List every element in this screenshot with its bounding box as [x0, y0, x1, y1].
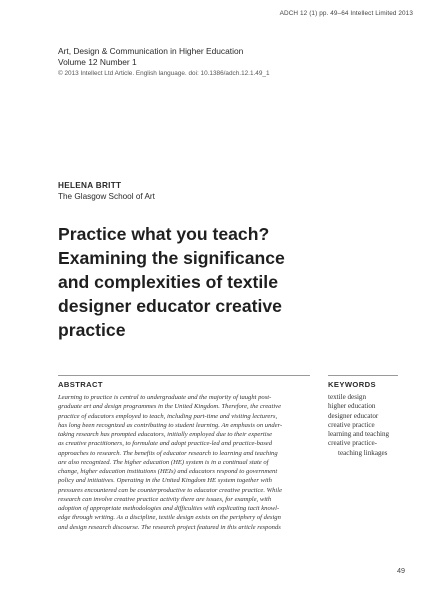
abstract-line: policy and initiatives. Operating in the United Kingdom HE system together with [58, 477, 272, 485]
title-line: practice [58, 320, 126, 340]
author-affiliation: The Glasgow School of Art [58, 192, 155, 201]
author-name: HELENA BRITT [58, 181, 122, 190]
abstract-line: graduate art and design programmes in the United Kingdom. Therefore, the creative [58, 403, 281, 411]
journal-name: Art, Design & Communication in Higher Education [58, 46, 244, 56]
keyword-item: creative practice [328, 420, 375, 429]
title-line: designer educator creative [58, 296, 282, 316]
abstract-line: adoption of appropriate methodologies and difficulties with explicating tacit knowl- [58, 505, 280, 512]
abstract-line: edge through writing. As a discipline, textile design exists on the periphery of design [58, 514, 281, 522]
abstract-line: pressures encountered can be counterproductive to educator creative practice. While [58, 486, 282, 494]
journal-copyright: © 2013 Intellect Ltd Article. English language. doi: 10.1386/adch.12.1.49_1 [58, 70, 270, 77]
abstract-divider [58, 375, 310, 376]
keywords-divider [328, 375, 398, 376]
abstract-line: are also recognized. The higher education (HE) system is in a continual state of [58, 458, 269, 466]
abstract-line: and design research discourse. The research project featured in this article responds [58, 523, 281, 531]
keyword-item: textile design [328, 393, 367, 401]
title-line: Examining the significance [58, 248, 285, 268]
journal-volume: Volume 12 Number 1 [58, 57, 137, 67]
keyword-item: learning and teaching [328, 430, 390, 438]
keywords-heading: KEYWORDS [328, 380, 376, 389]
abstract-line: research can involve creative practice activity there are issues, for example, with [58, 495, 272, 503]
abstract-heading: ABSTRACT [58, 380, 103, 389]
page-number: 49 [397, 566, 405, 575]
keyword-item: higher education [328, 402, 376, 411]
keyword-item: teaching linkages [338, 448, 388, 457]
title-line: and complexities of textile [58, 272, 278, 292]
journal-block [58, 46, 358, 79]
article-title [58, 222, 378, 342]
abstract-body [58, 393, 312, 532]
abstract-line: as creative practitioners, to formulate and adopt practice-led and practice-based [58, 440, 273, 448]
abstract-line: practice of educators employed to teach, including part-time and visiting lecturers, [58, 412, 278, 420]
keyword-item: creative practice- [328, 439, 378, 448]
abstract-line: change, higher education institutions (HEIs) and educators respond to government [58, 468, 278, 475]
abstract-line: has long been recognized as contributing to student learning. An emphasis on under- [58, 421, 283, 429]
author-block [58, 180, 155, 202]
abstract-line: taking research has prompted educators, initially employed due to their expertise [58, 431, 273, 438]
running-head: ADCH 12 (1) pp. 49–64 Intellect Limited 2013 [279, 10, 413, 17]
keywords-list [328, 393, 418, 458]
keyword-item: designer educator [328, 411, 379, 420]
abstract-line: approaches to research. The benefits of educator research to learning and teaching [58, 449, 278, 457]
abstract-line: Learning to practice is central to undergraduate and the majority of taught post- [58, 394, 272, 401]
title-line: Practice what you teach? [58, 224, 270, 244]
